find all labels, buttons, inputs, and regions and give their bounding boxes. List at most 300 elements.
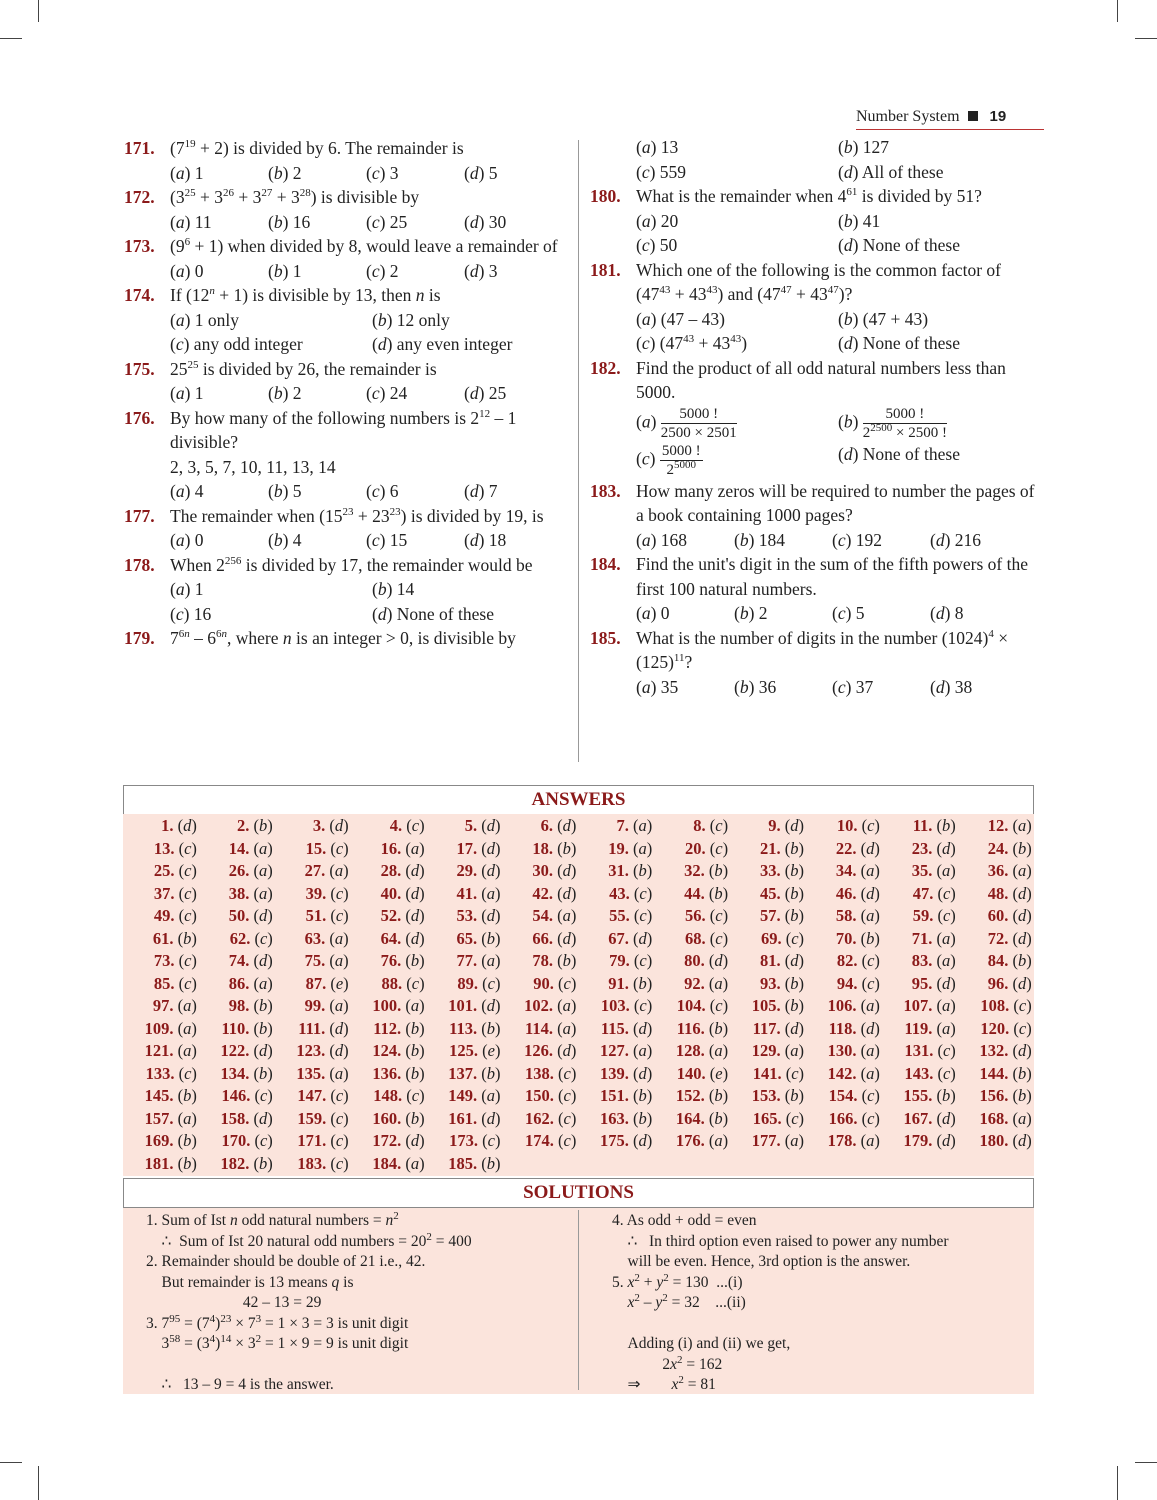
answer-option: (c) [781,1063,805,1083]
answer-number: 89. [457,973,478,993]
answer-option: (c) [174,951,197,970]
answer-number: 115. [600,1018,629,1038]
answer-cell [806,973,882,996]
answer-option: (d) [325,1041,349,1060]
answer-option: (b) [628,973,653,993]
question [590,552,1036,626]
answer-option: (d) [932,1131,956,1150]
answer-number: 53. [456,906,478,925]
answer-option: (a) [552,906,577,925]
answer-number: 99. [304,996,326,1015]
answer-number: 96. [987,973,1009,993]
answer-cell [123,1018,199,1041]
option: (a) 0 [170,530,204,550]
answer-option: (d) [552,883,577,903]
answer-cell [654,1063,730,1086]
answer-number: 113. [449,1018,478,1038]
answer-option: (b) [932,1086,956,1105]
answer-option: (b) [401,1108,425,1128]
answer-number: 20. [685,838,706,858]
answer-number: 36. [987,861,1009,880]
answer-row [123,1108,1034,1131]
option: (d) 3 [464,260,498,281]
question-number: 173. [124,236,155,256]
answer-cell [199,1063,275,1086]
answer-number: 173. [449,1131,478,1150]
answer-number: 12. [987,816,1009,835]
answer-option: (b) [173,1153,197,1173]
answer-number: 102. [524,996,553,1015]
question-number: 179. [124,628,155,648]
answer-cell [578,1085,654,1108]
answer-number: 174. [525,1131,554,1150]
question-number: 174. [124,285,155,305]
answer-option: (b) [780,861,805,880]
answer-cell [123,950,199,973]
answer-option: (b) [173,1086,197,1105]
answer-option: (a) [477,883,501,903]
answer-option: (c) [174,861,197,880]
answer-option: (a) [173,996,197,1015]
answer-cell [351,1018,427,1041]
question-number: 177. [124,505,155,526]
answer-option: (d) [628,928,653,948]
answer-number: 80. [684,951,705,970]
answer-number: 172. [372,1131,402,1150]
answer-number: 76. [380,951,402,970]
answer-cell [654,995,730,1018]
answer-cell [427,1040,503,1063]
options [636,135,1036,184]
solutions-title: SOLUTIONS [123,1178,1034,1208]
answer-option: (a) [932,1018,956,1038]
questions-left-column [124,136,570,651]
answer-number: 131. [904,1041,934,1060]
answer-option: (c) [705,816,729,835]
answer-cell [882,815,958,838]
answer-number: 50. [228,906,250,925]
answer-option: (b) [780,1086,805,1105]
answer-number: 88. [381,973,403,993]
crop-mark [0,38,22,39]
question [124,626,570,651]
option: (c) any odd integer [170,334,303,354]
answer-option: (c) [933,1041,956,1060]
answer-option: (d) [552,816,577,835]
answer-cell [275,950,351,973]
option: (b) 5 [268,481,302,501]
answer-number: 161. [448,1108,478,1128]
answer-option: (a) [249,883,273,903]
answer-option: (d) [477,838,501,858]
answer-option: (d) [932,1108,956,1128]
answer-number: 106. [827,996,857,1015]
question [590,184,1036,258]
answer-number: 37. [153,883,175,903]
answer-option: (c) [478,1131,501,1150]
answer-option: (c) [629,951,653,970]
answer-number: 138. [525,1063,554,1083]
answer-cell [427,1108,503,1131]
answer-row [123,838,1034,861]
option: (a) 20 [636,210,679,231]
answer-cell [806,1018,882,1041]
answer-number: 86. [228,973,250,993]
answer-number: 62. [229,928,251,948]
option: (c) 192 [832,529,883,550]
answer-row [123,1018,1034,1041]
answer-cell [351,928,427,951]
answer-cell [882,950,958,973]
answer-option: (c) [1009,996,1032,1015]
answer-cell [123,905,199,928]
answer-number: 64. [380,928,402,948]
answer-option: (b) [628,1086,653,1105]
answer-row [123,1153,1034,1176]
option: (d) None of these [372,603,494,624]
option: (c) 50 [636,235,678,255]
option: (c) $(47^{43} + 43^{43})$ [636,333,748,353]
answer-number: 22. [835,838,857,858]
answer-option: (c) [933,1063,956,1083]
option: (b) 36 [734,676,777,697]
option: (b) 14 [372,579,415,599]
answer-number: 46. [835,883,857,903]
answer-option: (e) [478,1041,501,1060]
answer-number: 144. [979,1063,1009,1083]
answer-cell [351,995,427,1018]
question-number: 185. [590,627,621,648]
answer-cell [578,995,654,1018]
answer-number: 141. [752,1063,782,1083]
answer-number: 176. [675,1131,705,1150]
answer-cell [427,1130,503,1153]
answer-number: 21. [760,838,781,858]
answer-number: 65. [456,928,478,948]
answer-cell [806,1085,882,1108]
answer-number: 48. [987,883,1009,903]
answer-cell [882,973,958,996]
option: (b) 12 only [372,309,450,330]
option: (c) 25 [366,211,408,232]
answer-cell [123,883,199,906]
question-number: 178. [124,554,155,575]
question-number: 176. [124,407,155,428]
question-number: 180. [590,186,621,206]
solution-line: ∴ In third option even raised to power any number [612,1232,949,1250]
option: (c) 15 [366,530,408,550]
answer-number: 184. [372,1153,402,1173]
answer-number: 6. [540,816,553,835]
answer-cell [351,1063,427,1086]
answer-option: (a) [1008,816,1032,835]
answer-option: (a) [477,951,501,970]
answer-option: (a) [628,816,653,835]
question-text: $25^{25}$ is divided by 26, the remainder is [170,358,437,379]
answer-number: 111. [298,1018,326,1038]
answer-number: 26. [228,861,250,880]
answer-number: 74. [228,951,250,970]
answer-cell [502,1108,578,1131]
answer-number: 163. [599,1108,629,1128]
crop-mark [38,1466,39,1500]
options [170,577,570,626]
answer-cell [806,860,882,883]
question-number: 175. [124,358,155,379]
answer-number: 130. [827,1041,857,1060]
answer-number: 3. [312,816,326,835]
answer-cell [806,1040,882,1063]
answer-cell [882,860,958,883]
answer-row [123,1085,1034,1108]
answer-number: 10. [836,816,858,835]
answer-option: (b) [704,1108,729,1128]
answer-option: (a) [249,838,273,858]
answer-number: 70. [835,928,857,948]
answer-cell [502,815,578,838]
answer-number: 148. [373,1086,403,1105]
answer-option: (c) [326,1086,349,1105]
answer-cell [654,1108,730,1131]
answer-cell [502,1085,578,1108]
answer-option: (a) [856,996,880,1015]
answer-cell [730,1018,806,1041]
answer-number: 43. [609,883,630,903]
answer-number: 178. [827,1131,857,1150]
answer-number: 107. [903,996,933,1015]
answer-cell [806,905,882,928]
answer-option: (b) [477,928,501,948]
answer-cell [958,1040,1034,1063]
answer-cell [806,883,882,906]
answer-cell [578,860,654,883]
answer-number: 168. [979,1108,1009,1128]
answer-number: 105. [751,996,781,1015]
answer-option: (b) [173,928,197,948]
answer-cell [502,928,578,951]
answer-number: 136. [372,1063,402,1083]
answer-cell [123,1085,199,1108]
answer-option: (a) [932,928,956,948]
option: (c) 3 [366,162,399,183]
answer-cell [427,973,503,996]
option: (d) 25 [464,383,507,403]
answer-option: (c) [781,928,805,948]
answer-cell [123,973,199,996]
answer-row [123,1063,1034,1086]
answer-option: (d) [1008,883,1032,903]
answer-option: (c) [705,838,729,858]
answer-cell [578,1018,654,1041]
answer-option: (e) [705,1063,729,1083]
answer-cell [199,860,275,883]
option: (d) None of these [838,333,960,353]
solution-line: 5. $x^2 + y^2 = 130$ ...(i) [612,1271,743,1291]
answer-number: 175. [599,1131,629,1150]
answer-cell [958,860,1034,883]
answer-option: (c) [174,973,197,993]
answer-cell [351,815,427,838]
square-bullet-icon [968,111,978,121]
answer-option: (c) [326,1153,349,1173]
option: (d) 38 [930,676,973,697]
answer-cell [199,950,275,973]
answer-number: 149. [448,1086,478,1105]
answer-number: 39. [305,883,327,903]
answer-cell [806,950,882,973]
answer-cell [351,1040,427,1063]
question-text: Find the unit's digit in the sum of the fifth powers of the first 100 natural numbers. [636,554,1028,599]
solution-line [146,1355,576,1376]
answer-number: 14. [228,838,250,858]
answer-option: (d) [477,861,501,880]
answer-cell [654,1018,730,1041]
answer-cell [502,838,578,861]
answer-option: (b) [1008,838,1032,858]
answer-cell [427,1018,503,1041]
answer-cell [275,860,351,883]
question-text: How many zeros will be required to number the pages of a book containing 1000 pages? [636,480,1035,525]
answer-cell [275,995,351,1018]
answer-option: (a) [856,906,880,925]
answer-option: (b) [249,1153,273,1173]
options [170,308,570,357]
answer-option: (c) [553,1063,577,1083]
answer-cell [199,838,275,861]
answer-option: (d) [401,928,425,948]
answer-option: (d) [477,816,501,835]
answer-cell [882,1108,958,1131]
answer-cell [199,883,275,906]
solutions-divider [578,1210,579,1390]
question-number: 182. [590,357,621,378]
answer-cell [502,1130,578,1153]
answer-option: (a) [780,1041,805,1060]
answer-cell [123,815,199,838]
question-number: 171. [124,138,155,158]
answer-number: 103. [600,996,630,1015]
answer-option: (a) [932,996,956,1015]
solution-line [612,1314,1042,1335]
answer-number: 169. [144,1131,174,1150]
answer-cell [123,1153,199,1176]
answer-cell [578,1063,654,1086]
answer-option: (d) [1008,928,1032,948]
answer-cell [806,838,882,861]
answer-number: 139. [599,1063,629,1083]
answer-option: (d) [780,951,805,970]
answer-option: (d) [325,816,349,835]
question [124,504,570,553]
answer-number: 59. [912,906,934,925]
answer-cell [502,860,578,883]
answer-cell [730,860,806,883]
answer-option: (b) [780,996,805,1015]
answer-number: 47. [912,883,934,903]
answer-cell [882,928,958,951]
answer-cell [882,1063,958,1086]
answer-number: 87. [305,973,327,993]
answer-row [123,1040,1034,1063]
answer-option: (c) [629,883,653,903]
answer-option: (b) [780,973,805,993]
answer-cell [351,905,427,928]
question [124,185,570,234]
answer-option: (b) [704,883,729,903]
answer-number: 57. [760,906,781,925]
solution-line: ∴ 13 – 9 = 4 is the answer. [146,1376,334,1393]
answer-cell [958,950,1034,973]
answer-cell [578,1108,654,1131]
answer-number: 185. [448,1153,478,1173]
answer-number: 91. [608,973,629,993]
answer-cell [958,973,1034,996]
question [590,135,1036,184]
option: (a) 4 [170,481,204,501]
answer-option: (c) [326,906,349,925]
answer-option: (a) [1008,861,1032,880]
option: (b) 184 [734,529,786,550]
answer-number: 145. [144,1086,174,1105]
options [636,675,1036,700]
answer-number: 116. [676,1018,705,1038]
answer-number: 177. [751,1131,781,1150]
answer-option: (c) [250,1086,273,1105]
answer-cell [958,815,1034,838]
crop-mark [1135,38,1157,39]
answer-number: 31. [608,861,629,880]
answer-option: (c) [553,1108,577,1128]
question-text: When $2^{256}$ is divided by 17, the remainder would be [170,554,533,575]
answer-cell [199,928,275,951]
option: (c) 6 [366,481,399,501]
answer-number: 158. [220,1108,250,1128]
answer-cell [654,928,730,951]
options [636,528,1036,553]
option: (d) 216 [930,529,982,550]
answer-number: 9. [768,816,781,835]
answer-option: (b) [401,1041,425,1060]
answer-cell [654,1130,730,1153]
answer-number: 33. [760,861,781,880]
answer-number: 164. [675,1108,705,1128]
answer-option: (d) [1008,1041,1032,1060]
answer-option: (c) [174,883,197,903]
answer-option: (d) [173,816,197,835]
option: (a) 35 [636,676,679,697]
options [636,209,1036,258]
option: (b) 2 [268,383,302,403]
answer-number: 45. [760,883,781,903]
answer-number: 181. [144,1153,174,1173]
answer-option: (b) [249,996,273,1015]
answer-option: (a) [856,1131,880,1150]
answer-number: 69. [760,928,782,948]
answer-cell [578,815,654,838]
answer-cell [882,883,958,906]
answer-cell [275,905,351,928]
column-divider [578,140,579,762]
answer-option: (a) [173,1018,197,1038]
answer-number: 73. [153,951,175,970]
answers-grid [123,815,1034,1175]
answer-cell [427,838,503,861]
question-text: What is the number of digits in the number $(1024)^4 \times (125)^{11}$? [636,627,1009,672]
answer-option: (b) [1008,1063,1032,1083]
answer-option: (b) [628,861,653,880]
option: (b) 41 [838,210,881,231]
option: (a) 168 [636,529,688,550]
